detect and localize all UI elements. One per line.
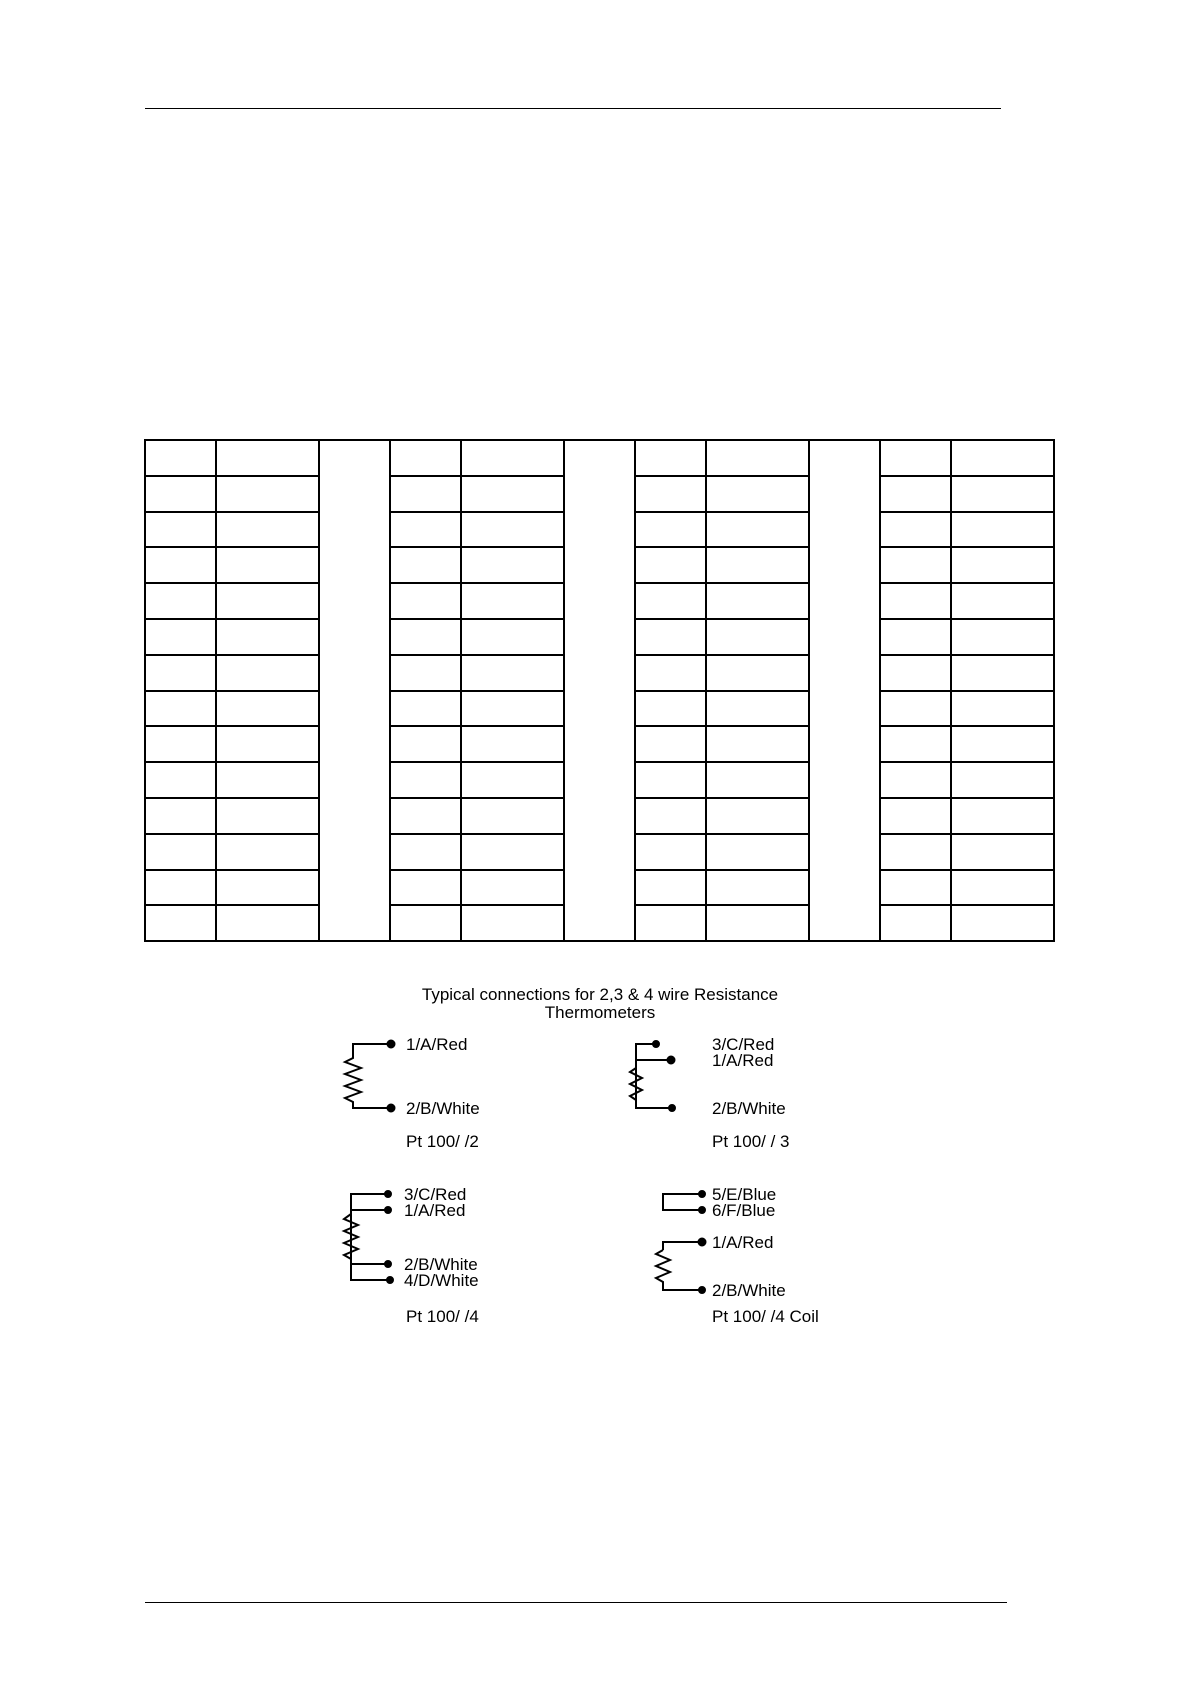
terminal-dot [385, 1207, 391, 1213]
terminal-dot [388, 1105, 395, 1112]
table-cell-number [145, 547, 216, 583]
table-cell-value [706, 691, 809, 727]
table-cell-value [706, 798, 809, 834]
terminal-label: 6/F/Blue [712, 1201, 776, 1220]
table-cell-number [880, 726, 951, 762]
wiring-diagrams [320, 1030, 880, 1350]
panel-caption: Pt 100/ /2 [406, 1132, 479, 1151]
table-cell-value [461, 870, 564, 906]
table-cell-value [216, 762, 319, 798]
table-cell-value [461, 583, 564, 619]
footer-rule [145, 1602, 1007, 1603]
terminal-dot [387, 1277, 393, 1283]
table-cell-number [145, 583, 216, 619]
table-cell-number [880, 512, 951, 548]
table-cell-number [390, 547, 461, 583]
table-cell-value [951, 476, 1054, 512]
table-cell-value [461, 440, 564, 476]
table-cell-number [880, 440, 951, 476]
table-cell-value [951, 798, 1054, 834]
table-cell-value [216, 905, 319, 941]
table-cell-number [145, 726, 216, 762]
table-cell-value [706, 619, 809, 655]
table-cell-value [216, 834, 319, 870]
blank-record-table [144, 439, 1055, 942]
table-cell-number [145, 762, 216, 798]
table-cell-value [951, 583, 1054, 619]
table-cell-value [951, 619, 1054, 655]
panel-caption: Pt 100/ / 3 [712, 1132, 790, 1151]
table-cell-value [706, 512, 809, 548]
terminal-dot [388, 1041, 395, 1048]
rtd-resistor-3-wire [636, 1044, 672, 1108]
table-cell-number [635, 798, 706, 834]
table-cell-value [216, 655, 319, 691]
terminal-label: 3/C/Red [712, 1035, 775, 1054]
table-cell-value [461, 655, 564, 691]
table-cell-value [951, 726, 1054, 762]
table-cell-value [951, 440, 1054, 476]
terminal-label: 2/B/White [712, 1099, 786, 1118]
table-cell-number [635, 870, 706, 906]
table-cell-value [461, 512, 564, 548]
panel-2-wire-diagram [345, 1041, 395, 1112]
table-cell-value [706, 870, 809, 906]
diagram-title-line-1: Typical connections for 2,3 & 4 wire Resistance [421, 985, 779, 1004]
resistor-zigzag [656, 1250, 702, 1290]
table-cell-number [390, 691, 461, 727]
table-cell-value [951, 870, 1054, 906]
terminal-label: 1/A/Red [712, 1051, 774, 1070]
terminal-dot [699, 1207, 705, 1213]
table-body [145, 440, 1054, 941]
terminal-label: 1/A/Red [712, 1233, 774, 1252]
table-cell-value [706, 476, 809, 512]
table-cell-number [880, 547, 951, 583]
table-cell-number [390, 905, 461, 941]
table-cell-value [216, 798, 319, 834]
table-cell-value [951, 762, 1054, 798]
table-cell-value [461, 834, 564, 870]
table-gap-column [564, 440, 635, 941]
table-cell-number [880, 619, 951, 655]
table-cell-value [216, 691, 319, 727]
terminal-label: 2/B/White [712, 1281, 786, 1300]
rtd-resistor-2-wire [345, 1044, 391, 1108]
table-cell-value [951, 691, 1054, 727]
table-cell-number [635, 762, 706, 798]
table-cell-value [951, 905, 1054, 941]
table-cell-number [635, 905, 706, 941]
table-cell-value [216, 583, 319, 619]
table-cell-value [461, 798, 564, 834]
table-cell-number [390, 762, 461, 798]
table-cell-number [145, 512, 216, 548]
table-cell-number [635, 512, 706, 548]
table-cell-number [635, 440, 706, 476]
table-row [145, 440, 1054, 476]
panel-4-wire-diagram [344, 1191, 393, 1283]
panel-3-wire-diagram [630, 1041, 675, 1111]
table-cell-number [880, 834, 951, 870]
table-cell-value [706, 905, 809, 941]
table-cell-number [880, 476, 951, 512]
terminal-label: 2/B/White [406, 1099, 480, 1118]
table-cell-number [635, 726, 706, 762]
terminal-label: 3/C/Red [404, 1185, 467, 1204]
table-cell-number [880, 762, 951, 798]
table-cell-value [461, 476, 564, 512]
table-cell-number [145, 905, 216, 941]
panel-caption: Pt 100/ /4 [406, 1307, 479, 1326]
terminal-dot [699, 1191, 705, 1197]
table-cell-number [145, 440, 216, 476]
table-cell-number [390, 619, 461, 655]
panel-4-wire-coil-diagram [656, 1191, 706, 1293]
table-cell-value [216, 726, 319, 762]
table-cell-number [390, 512, 461, 548]
table-cell-value [216, 440, 319, 476]
compensating-loop [663, 1194, 702, 1210]
table-cell-value [216, 547, 319, 583]
table-cell-number [635, 834, 706, 870]
terminal-dot [653, 1041, 659, 1047]
terminal-label: 4/D/White [404, 1271, 479, 1290]
panel-caption: Pt 100/ /4 Coil [712, 1307, 819, 1326]
table-cell-value [216, 619, 319, 655]
terminal-dot [669, 1105, 675, 1111]
table-cell-number [880, 798, 951, 834]
table-gap-column [809, 440, 880, 941]
table-cell-value [706, 762, 809, 798]
table-cell-value [706, 834, 809, 870]
table-cell-number [390, 870, 461, 906]
table-cell-number [145, 476, 216, 512]
table-cell-value [951, 834, 1054, 870]
table-cell-number [145, 870, 216, 906]
table-cell-value [461, 762, 564, 798]
table-cell-value [706, 726, 809, 762]
table-cell-value [216, 512, 319, 548]
table-cell-number [390, 583, 461, 619]
table-cell-value [216, 476, 319, 512]
table-cell-number [635, 619, 706, 655]
diagram-title [330, 986, 870, 1022]
table-cell-number [880, 655, 951, 691]
table-cell-number [635, 655, 706, 691]
table-cell-number [880, 691, 951, 727]
table-cell-number [635, 476, 706, 512]
terminal-dot [668, 1057, 675, 1064]
table-cell-number [145, 655, 216, 691]
table-cell-value [706, 655, 809, 691]
header-rule [145, 108, 1001, 109]
table-cell-number [390, 655, 461, 691]
table-cell-value [951, 512, 1054, 548]
table-cell-number [880, 905, 951, 941]
terminal-label: 2/B/White [404, 1255, 478, 1274]
table-gap-column [319, 440, 390, 941]
table-cell-number [635, 547, 706, 583]
terminal-label: 5/E/Blue [712, 1185, 777, 1204]
table-cell-number [145, 834, 216, 870]
terminal-label: 1/A/Red [404, 1201, 466, 1220]
terminal-dot [385, 1191, 391, 1197]
table-cell-number [880, 870, 951, 906]
table-cell-value [461, 619, 564, 655]
terminal-dot [699, 1239, 706, 1246]
table-cell-value [461, 691, 564, 727]
table-cell-number [390, 440, 461, 476]
terminal-dot [385, 1261, 391, 1267]
table-cell-value [216, 870, 319, 906]
table-cell-number [390, 726, 461, 762]
table-cell-number [145, 798, 216, 834]
table-cell-value [706, 440, 809, 476]
diagram-title-line-2: Thermometers [544, 1003, 656, 1022]
table-cell-value [951, 547, 1054, 583]
table-cell-number [145, 691, 216, 727]
table-cell-number [880, 583, 951, 619]
table-cell-value [951, 655, 1054, 691]
terminal-label: 1/A/Red [406, 1035, 468, 1054]
table-cell-value [461, 905, 564, 941]
table-cell-number [635, 691, 706, 727]
table-cell-number [145, 619, 216, 655]
table-cell-number [390, 476, 461, 512]
lead-wire [663, 1242, 702, 1250]
table-cell-value [461, 547, 564, 583]
table-cell-value [706, 583, 809, 619]
table-cell-number [635, 583, 706, 619]
table-cell-value [461, 726, 564, 762]
table-cell-number [390, 798, 461, 834]
table-cell-number [390, 834, 461, 870]
table-cell-value [706, 547, 809, 583]
terminal-dot [699, 1287, 705, 1293]
